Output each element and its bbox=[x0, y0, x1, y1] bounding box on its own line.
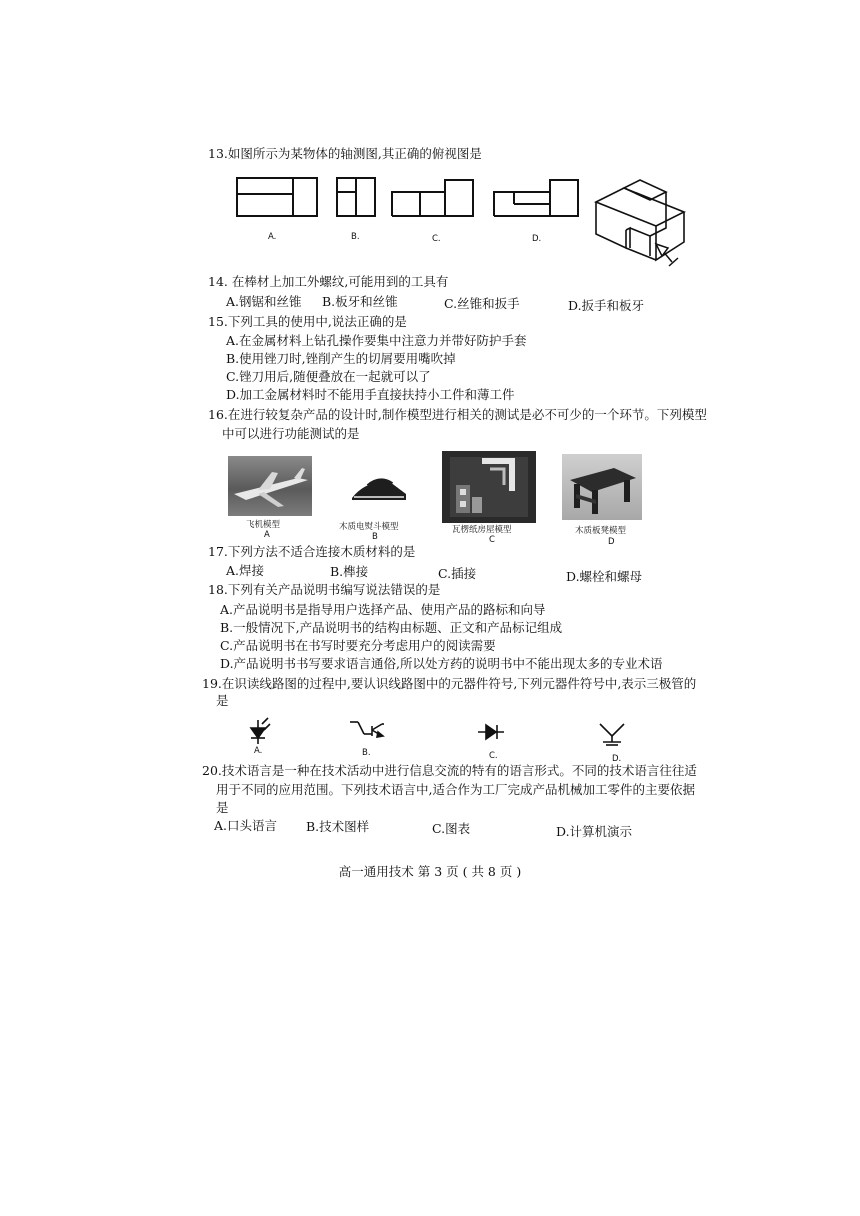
q15-stem: 15.下列工具的使用中,说法正确的是 bbox=[208, 314, 407, 329]
q18-option-c: C.产品说明书在书写时要充分考虑用户的阅读需要 bbox=[220, 638, 496, 653]
q19-component-symbols bbox=[0, 714, 860, 754]
q18-stem: 18.下列有关产品说明书编写说法错误的是 bbox=[208, 582, 441, 597]
q19-label-b: B. bbox=[362, 748, 371, 758]
q19-label-d: D. bbox=[612, 754, 622, 764]
q20-option-c: C.图表 bbox=[432, 821, 471, 836]
q16-wooden-stool-model-photo bbox=[562, 454, 642, 520]
q16-model-c-name: 瓦楞纸房屋模型 bbox=[452, 525, 512, 535]
q13-label-d: D. bbox=[532, 234, 542, 244]
q13-label-a: A. bbox=[268, 232, 277, 242]
q17-option-d: D.螺栓和螺母 bbox=[566, 569, 643, 584]
q17-option-c: C.插接 bbox=[438, 566, 477, 581]
q16-model-b-name: 木质电熨斗模型 bbox=[339, 522, 399, 532]
q15-option-b: B.使用锉刀时,锉削产生的切屑要用嘴吹掉 bbox=[226, 351, 456, 366]
q19-stem-line2: 是 bbox=[216, 693, 229, 708]
q17-option-a: A.焊接 bbox=[226, 563, 265, 578]
q14-option-d: D.扳手和板牙 bbox=[568, 298, 645, 313]
q16-model-a-letter: A bbox=[264, 530, 270, 540]
q18-option-d: D.产品说明书书写要求语言通俗,所以处方药的说明书中不能出现太多的专业术语 bbox=[220, 656, 663, 671]
q15-option-a: A.在金属材料上钻孔操作要集中注意力并带好防护手套 bbox=[226, 333, 527, 348]
q20-stem-line1: 20.技术语言是一种在技术活动中进行信息交流的特有的语言形式。不同的技术语言往往适 bbox=[202, 763, 697, 778]
q16-model-d-name: 木质板凳模型 bbox=[575, 526, 627, 536]
q18-option-b: B.一般情况下,产品说明书的结构由标题、正文和产品标记组成 bbox=[220, 620, 563, 635]
q17-option-b: B.榫接 bbox=[330, 564, 369, 579]
q14-option-b: B.板牙和丝锥 bbox=[322, 294, 398, 309]
q13-isometric-object bbox=[596, 180, 684, 260]
q19-label-a: A. bbox=[254, 746, 263, 756]
q20-stem-line3: 是 bbox=[216, 800, 229, 815]
q16-wooden-iron-model-photo bbox=[346, 474, 412, 504]
q19-symbol-d-icon bbox=[600, 724, 624, 745]
q13-option-d-view bbox=[494, 180, 578, 216]
q15-option-c: C.锉刀用后,随便叠放在一起就可以了 bbox=[226, 369, 431, 384]
q20-stem-line2: 用于不同的应用范围。下列技术语言中,适合作为工厂完成产品机械加工零件的主要依据 bbox=[216, 782, 695, 797]
q13-stem: 13.如图所示为某物体的轴测图,其正确的俯视图是 bbox=[208, 146, 482, 161]
q19-label-c: C. bbox=[489, 751, 498, 761]
q13-label-c: C. bbox=[432, 234, 441, 244]
q16-stem-line1: 16.在进行较复杂产品的设计时,制作模型进行相关的测试是必不可少的一个环节。下列模型 bbox=[208, 407, 707, 422]
q20-option-b: B.技术图样 bbox=[306, 819, 370, 834]
q14-option-a: A.钢锯和丝锥 bbox=[226, 294, 302, 309]
q19-stem-line1: 19.在识读线路图的过程中,要认识线路图中的元器件符号,下列元器件符号中,表示三极管的 bbox=[202, 676, 697, 691]
q13-label-b: B. bbox=[351, 232, 360, 242]
q17-stem: 17.下列方法不适合连接木质材料的是 bbox=[208, 544, 416, 559]
q13-option-b-view bbox=[337, 178, 375, 216]
q16-stem-line2: 中可以进行功能测试的是 bbox=[222, 426, 360, 441]
q19-symbol-a-icon bbox=[251, 718, 270, 744]
page-footer: 高一通用技术 第 3 页 ( 共 8 页 ) bbox=[338, 864, 522, 879]
q13-option-a-view bbox=[237, 178, 317, 216]
q20-option-d: D.计算机演示 bbox=[556, 824, 633, 839]
q16-model-d-letter: D bbox=[608, 537, 615, 547]
q14-option-c: C.丝锥和扳手 bbox=[444, 296, 520, 311]
q16-cardboard-house-model-photo bbox=[442, 451, 536, 523]
q18-option-a: A.产品说明书是指导用户选择产品、使用产品的路标和向导 bbox=[220, 602, 546, 617]
q16-model-a-name: 飞机模型 bbox=[246, 520, 281, 530]
q19-symbol-c-icon bbox=[478, 725, 504, 739]
q13-option-c-view bbox=[392, 180, 473, 216]
q16-model-b-letter: B bbox=[372, 532, 378, 542]
q20-option-a: A.口头语言 bbox=[214, 818, 278, 833]
q19-symbol-b-icon bbox=[350, 722, 384, 737]
q16-airplane-model-photo bbox=[228, 456, 312, 516]
q15-option-d: D.加工金属材料时不能用手直接扶持小工件和薄工件 bbox=[226, 387, 515, 402]
q14-stem: 14. 在棒材上加工外螺纹,可能用到的工具有 bbox=[208, 274, 449, 289]
q16-model-c-letter: C bbox=[489, 535, 495, 545]
